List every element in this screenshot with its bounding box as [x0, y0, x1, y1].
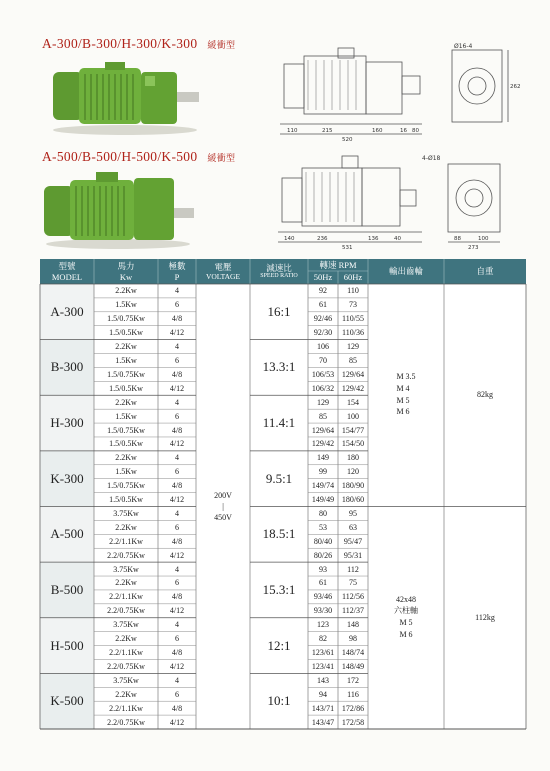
weight-300: 82kg: [477, 390, 493, 399]
model-cell: H-300: [50, 415, 84, 431]
rpm-50hz-cell: 143: [317, 675, 329, 685]
power-cell: 2.2Kw: [115, 286, 137, 296]
power-cell: 2.2Kw: [115, 634, 137, 644]
rpm-60hz-cell: 129: [347, 342, 359, 352]
poles-cell: 6: [175, 467, 179, 477]
rpm-50hz-cell: 53: [319, 522, 327, 532]
header-shaft: [368, 259, 444, 284]
drawing-300-dim-0: 110: [287, 128, 298, 134]
weight-300-cell: [444, 284, 526, 505]
weight-500: 112kg: [475, 612, 495, 622]
rpm-50hz-cell: 94: [319, 689, 327, 699]
power-cell: 2.2Kw: [115, 453, 137, 463]
motor-photo-500: [38, 170, 198, 250]
poles-cell: 4/12: [169, 383, 185, 393]
shaft-300-item: M 3.5: [396, 372, 416, 382]
drawing-300-dim-3: 16: [400, 128, 407, 134]
power-cell: 3.75Kw: [113, 620, 139, 630]
rpm-60hz-cell: 110/36: [342, 328, 364, 338]
drawing-500-total: 531: [342, 245, 353, 251]
rpm-60hz-cell: 85: [349, 355, 357, 365]
drawing-500-dim-1: 236: [317, 236, 328, 242]
drawing-500-side: 273: [468, 245, 479, 251]
rpm-50hz-cell: 93/30: [313, 606, 333, 616]
section-500-subtitle: 緩衝型: [207, 153, 236, 163]
power-cell: 2.2Kw: [115, 578, 137, 588]
drawing-500-dim-3: 40: [394, 236, 401, 242]
power-cell: 1.5/0.5Kw: [109, 495, 143, 505]
power-cell: 2.2/1.1Kw: [109, 703, 143, 713]
drawing-300-dim-4: 80: [412, 128, 419, 134]
rpm-60hz-cell: 95/47: [343, 536, 363, 546]
rpm-60hz-cell: 172/86: [341, 703, 365, 713]
power-cell: 1.5/0.75Kw: [107, 481, 145, 491]
drawing-500-dim-2: 136: [368, 236, 379, 242]
poles-cell: 4: [175, 453, 179, 463]
shaft-300-cell: [368, 284, 444, 505]
rpm-50hz-cell: 61: [319, 578, 327, 588]
section-300-heading: [42, 36, 235, 52]
rpm-50hz-cell: 106: [317, 342, 329, 352]
rpm-60hz-cell: 154/77: [341, 425, 365, 435]
rpm-60hz-cell: 154/50: [341, 439, 365, 449]
rpm-50hz-cell: 61: [319, 300, 327, 310]
voltage-mid: |: [222, 501, 224, 511]
header-rpm: [308, 259, 368, 271]
dimension-drawing-500: [272, 150, 520, 250]
rpm-60hz-cell: 148/49: [341, 661, 365, 671]
poles-cell: 4/8: [171, 425, 183, 435]
rpm-60hz-cell: 112: [347, 564, 359, 574]
header-power: [94, 259, 158, 284]
poles-cell: 4/8: [171, 592, 183, 602]
rpm-50hz-cell: 143/47: [311, 717, 335, 727]
rpm-60hz-cell: 154: [347, 397, 359, 407]
rpm-50hz-cell: 143/71: [311, 703, 335, 713]
power-cell: 3.75Kw: [113, 508, 139, 518]
drawing-300-dim-1: 215: [322, 128, 333, 134]
power-cell: 2.2/1.1Kw: [109, 536, 143, 546]
speed-ratio-cell: 15.3:1: [262, 581, 296, 597]
header-power-en: Kw: [119, 271, 133, 282]
header-ratio-zh: 減速比: [266, 262, 292, 273]
rpm-60hz-cell: 148/74: [341, 648, 365, 658]
shaft-500-item: 六柱軸: [394, 606, 418, 616]
rpm-60hz-cell: 73: [349, 300, 357, 310]
header-60hz: [338, 271, 368, 284]
model-cell: K-300: [50, 470, 84, 486]
header-poles-zh: 極數: [168, 261, 186, 272]
rpm-60hz-cell: 95: [349, 508, 357, 518]
power-cell: 2.2Kw: [115, 689, 137, 699]
header-weight-zh: 自重: [476, 266, 494, 277]
header-voltage: [196, 259, 250, 284]
header-ratio-en: SPEED RATIO: [260, 273, 298, 279]
dimension-drawing-300: [272, 42, 521, 143]
poles-cell: 4/8: [171, 703, 183, 713]
power-cell: 1.5Kw: [115, 355, 137, 365]
speed-ratio-cell: 10:1: [267, 693, 291, 709]
drawing-300-dim-2: 160: [372, 128, 383, 134]
poles-cell: 4/12: [169, 439, 185, 449]
poles-cell: 4: [175, 342, 179, 352]
poles-cell: 4/12: [169, 661, 185, 671]
power-cell: 3.75Kw: [113, 564, 139, 574]
power-cell: 2.2Kw: [115, 522, 137, 532]
model-cell: K-500: [50, 693, 84, 709]
poles-cell: 6: [175, 634, 179, 644]
header-model: [40, 259, 94, 284]
drawing-500-dim-4: 88: [454, 236, 461, 242]
rpm-60hz-cell: 129/42: [341, 383, 365, 393]
shaft-500-cell: [368, 505, 444, 729]
header-weight: [444, 259, 526, 284]
drawing-300-side: 262: [510, 84, 521, 90]
rpm-60hz-cell: 75: [349, 578, 357, 588]
power-cell: 2.2/0.75Kw: [107, 606, 145, 616]
shaft-500-item: 42x48: [396, 594, 416, 604]
power-cell: 1.5/0.5Kw: [109, 328, 143, 338]
poles-cell: 4: [175, 675, 179, 685]
rpm-60hz-cell: 129/64: [341, 369, 365, 379]
model-cell: B-300: [50, 359, 84, 375]
poles-cell: 6: [175, 355, 179, 365]
rpm-50hz-cell: 123/41: [311, 661, 335, 671]
poles-cell: 6: [175, 522, 179, 532]
poles-cell: 4: [175, 286, 179, 296]
speed-ratio-cell: 11.4:1: [262, 415, 296, 431]
power-cell: 1.5/0.5Kw: [109, 439, 143, 449]
rpm-50hz-cell: 80: [319, 508, 327, 518]
shaft-300-item: M 6: [396, 407, 410, 417]
rpm-50hz-cell: 129/42: [311, 439, 335, 449]
header-50hz-label: 50Hz: [313, 272, 333, 283]
power-cell: 1.5/0.75Kw: [107, 425, 145, 435]
power-cell: 2.2Kw: [115, 342, 137, 352]
rpm-60hz-cell: 100: [347, 411, 359, 421]
drawing-500-dim-5: 100: [478, 236, 489, 242]
rpm-50hz-cell: 106/32: [311, 383, 335, 393]
drawing-500-bolt: 4-Ø18: [422, 155, 441, 162]
poles-cell: 4/12: [169, 717, 185, 727]
rpm-60hz-cell: 180/60: [341, 495, 365, 505]
header-model-en: MODEL: [51, 271, 83, 282]
power-cell: 2.2/0.75Kw: [107, 717, 145, 727]
drawing-300-total: 520: [342, 137, 353, 143]
rpm-60hz-cell: 172/58: [341, 717, 365, 727]
poles-cell: 4/12: [169, 328, 185, 338]
rpm-60hz-cell: 63: [349, 522, 357, 532]
poles-cell: 6: [175, 689, 179, 699]
section-500-heading: [42, 149, 235, 165]
voltage-cell: [196, 284, 250, 729]
rpm-60hz-cell: 116: [347, 689, 359, 699]
rpm-60hz-cell: 172: [347, 675, 359, 685]
header-voltage-en: VOLTAGE: [205, 272, 241, 282]
poles-cell: 4/8: [171, 536, 183, 546]
header-60hz-label: 60Hz: [343, 272, 363, 283]
power-cell: 2.2/0.75Kw: [107, 550, 145, 560]
model-cell: B-500: [50, 581, 84, 597]
rpm-50hz-cell: 106/53: [311, 369, 335, 379]
rpm-50hz-cell: 92/46: [313, 314, 333, 324]
shaft-500-item: M 6: [399, 629, 413, 639]
rpm-50hz-cell: 93/46: [313, 592, 333, 602]
poles-cell: 4/12: [169, 550, 185, 560]
power-cell: 2.2/1.1Kw: [109, 648, 143, 658]
poles-cell: 4/12: [169, 495, 185, 505]
rpm-60hz-cell: 148: [347, 620, 359, 630]
power-cell: 3.75Kw: [113, 675, 139, 685]
poles-cell: 4: [175, 397, 179, 407]
header-power-zh: 馬力: [117, 261, 135, 272]
spec-table: [40, 259, 526, 729]
header-poles: [158, 259, 196, 284]
rpm-50hz-cell: 129/64: [311, 425, 335, 435]
header-poles-en: P: [174, 271, 180, 282]
poles-cell: 4/8: [171, 648, 183, 658]
rpm-50hz-cell: 149: [317, 453, 329, 463]
speed-ratio-cell: 9.5:1: [265, 470, 293, 486]
header-ratio: [250, 259, 308, 284]
drawing-500-dim-0: 140: [284, 236, 295, 242]
rpm-60hz-cell: 112/56: [342, 592, 364, 602]
rpm-60hz-cell: 180/90: [341, 481, 365, 491]
voltage-bottom: 450V: [214, 513, 232, 523]
rpm-50hz-cell: 82: [319, 634, 327, 644]
rpm-50hz-cell: 99: [319, 467, 327, 477]
section-300-title: A-300/B-300/H-300/K-300: [42, 36, 198, 51]
power-cell: 2.2/0.75Kw: [107, 661, 145, 671]
speed-ratio-cell: 12:1: [267, 637, 291, 653]
drawing-300-bolt: Ø16-4: [454, 43, 473, 50]
rpm-50hz-cell: 123/61: [311, 648, 335, 658]
poles-cell: 4/8: [171, 369, 183, 379]
poles-cell: 4/8: [171, 314, 183, 324]
rpm-60hz-cell: 98: [349, 634, 357, 644]
power-cell: 1.5Kw: [115, 300, 137, 310]
header-rpm-zh: 轉速 RPM: [319, 259, 357, 270]
power-cell: 1.5/0.75Kw: [107, 369, 145, 379]
shaft-300-item: M 4: [396, 383, 410, 393]
section-300-subtitle: 緩衝型: [207, 40, 236, 50]
rpm-60hz-cell: 180: [347, 453, 359, 463]
shaft-300-item: M 5: [396, 395, 410, 405]
rpm-50hz-cell: 80/40: [313, 536, 333, 546]
poles-cell: 4: [175, 564, 179, 574]
power-cell: 2.2/1.1Kw: [109, 592, 143, 602]
rpm-50hz-cell: 129: [317, 397, 329, 407]
voltage-top: 200V: [214, 490, 232, 500]
header-model-zh: 型號: [58, 261, 76, 272]
header-50hz: [308, 271, 338, 284]
poles-cell: 4: [175, 508, 179, 518]
rpm-60hz-cell: 110/55: [342, 314, 364, 324]
speed-ratio-cell: 16:1: [267, 303, 291, 319]
rpm-50hz-cell: 149/49: [311, 495, 335, 505]
rpm-60hz-cell: 110: [347, 286, 359, 296]
power-cell: 1.5Kw: [115, 467, 137, 477]
rpm-50hz-cell: 92/30: [313, 328, 333, 338]
rpm-50hz-cell: 70: [319, 355, 327, 365]
poles-cell: 4: [175, 620, 179, 630]
poles-cell: 6: [175, 411, 179, 421]
poles-cell: 4/8: [171, 481, 183, 491]
model-cell: A-300: [50, 303, 84, 319]
motor-photo-300: [45, 58, 205, 136]
rpm-50hz-cell: 93: [319, 564, 327, 574]
header-shaft-zh: 輸出齒輪: [388, 266, 423, 277]
rpm-60hz-cell: 95/31: [343, 550, 363, 560]
model-cell: A-500: [50, 526, 84, 542]
power-cell: 1.5/0.5Kw: [109, 383, 143, 393]
rpm-50hz-cell: 80/26: [313, 550, 333, 560]
poles-cell: 4/12: [169, 606, 185, 616]
model-cell: H-500: [50, 637, 84, 653]
rpm-60hz-cell: 120: [347, 467, 359, 477]
shaft-500-item: M 5: [399, 618, 413, 627]
rpm-50hz-cell: 92: [319, 286, 327, 296]
rpm-50hz-cell: 149/74: [311, 481, 335, 491]
section-500-title: A-500/B-500/H-500/K-500: [42, 149, 198, 164]
header-voltage-zh: 電壓: [214, 261, 232, 272]
speed-ratio-cell: 18.5:1: [262, 526, 296, 542]
rpm-60hz-cell: 112/37: [342, 606, 364, 616]
power-cell: 1.5Kw: [115, 411, 137, 421]
poles-cell: 6: [175, 578, 179, 588]
poles-cell: 6: [175, 300, 179, 310]
power-cell: 2.2Kw: [115, 397, 137, 407]
rpm-50hz-cell: 123: [317, 620, 329, 630]
weight-500-cell: [444, 505, 526, 729]
rpm-50hz-cell: 85: [319, 411, 327, 421]
power-cell: 1.5/0.75Kw: [107, 314, 145, 324]
speed-ratio-cell: 13.3:1: [262, 359, 296, 375]
